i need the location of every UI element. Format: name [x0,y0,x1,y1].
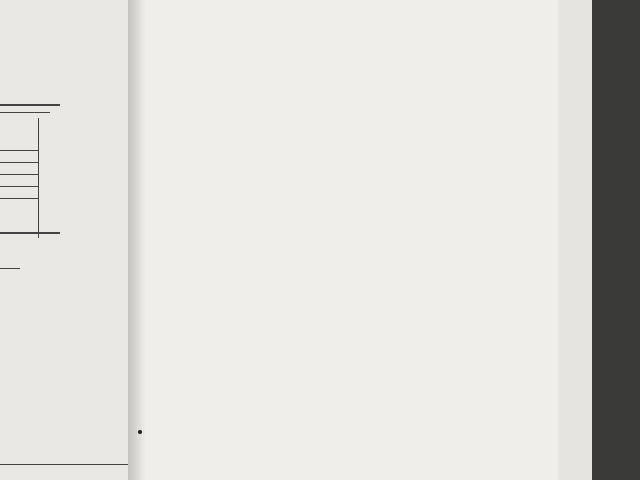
background-dark [592,0,640,480]
page-fold-shadow [128,0,146,480]
plan-stair-line [0,186,38,187]
plan-stair-line [0,150,38,151]
left-floor-plan-page [0,0,140,480]
plan-stair-line [0,174,38,175]
plan-wall-line [0,104,60,106]
plan-wall-line [0,232,60,234]
binder-hole [138,430,142,434]
plan-stair-line [0,198,38,199]
plan-wall-line [38,118,39,238]
header-room-number [178,14,188,66]
main-page [128,0,558,480]
plan-wall-line [0,268,20,269]
top-address-text [150,0,220,8]
plan-stair-line [0,162,38,163]
plan-wall-line [0,112,50,113]
footer-line [0,464,140,465]
